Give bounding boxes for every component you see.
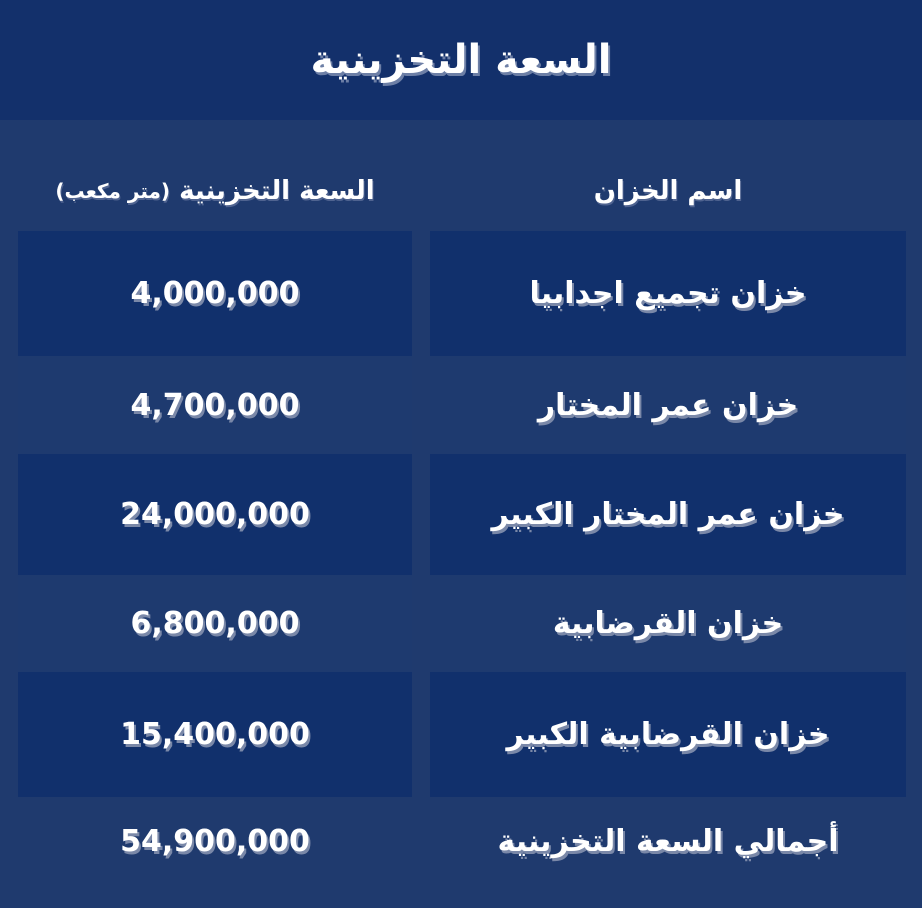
capacity-cell: 4,700,000 (18, 356, 412, 454)
capacity-cell: 6,800,000 (18, 575, 412, 672)
header-capacity-label: السعة التخزينية (179, 176, 375, 206)
title-bar (0, 0, 922, 120)
header-tank-name-label: اسم الخزان (593, 176, 743, 206)
tank-name-cell: خزان عمر المختار (430, 356, 906, 454)
table-row (0, 454, 922, 575)
table-row (0, 356, 922, 454)
capacity-cell: 4,000,000 (18, 231, 412, 356)
page-title: السعة التخزينية (310, 37, 612, 83)
total-label: أجمالي السعة التخزينية (497, 823, 839, 859)
total-row (0, 797, 922, 885)
table-row (0, 672, 922, 797)
tank-name-cell: خزان تجميع اجدابيا (430, 231, 906, 356)
tank-name-cell: خزان القرضابية الكبير (430, 672, 906, 797)
header-tank-name (430, 160, 906, 222)
total-capacity: 54,900,000 (120, 823, 310, 859)
tank-name-cell: خزان القرضابية (430, 575, 906, 672)
tank-name-cell: خزان عمر المختار الكبير (430, 454, 906, 575)
capacity-cell: 15,400,000 (18, 672, 412, 797)
table-row (0, 575, 922, 672)
header-capacity-unit: (متر مكعب) (55, 179, 171, 203)
table-row (0, 231, 922, 356)
header-capacity (18, 160, 412, 222)
capacity-cell: 24,000,000 (18, 454, 412, 575)
